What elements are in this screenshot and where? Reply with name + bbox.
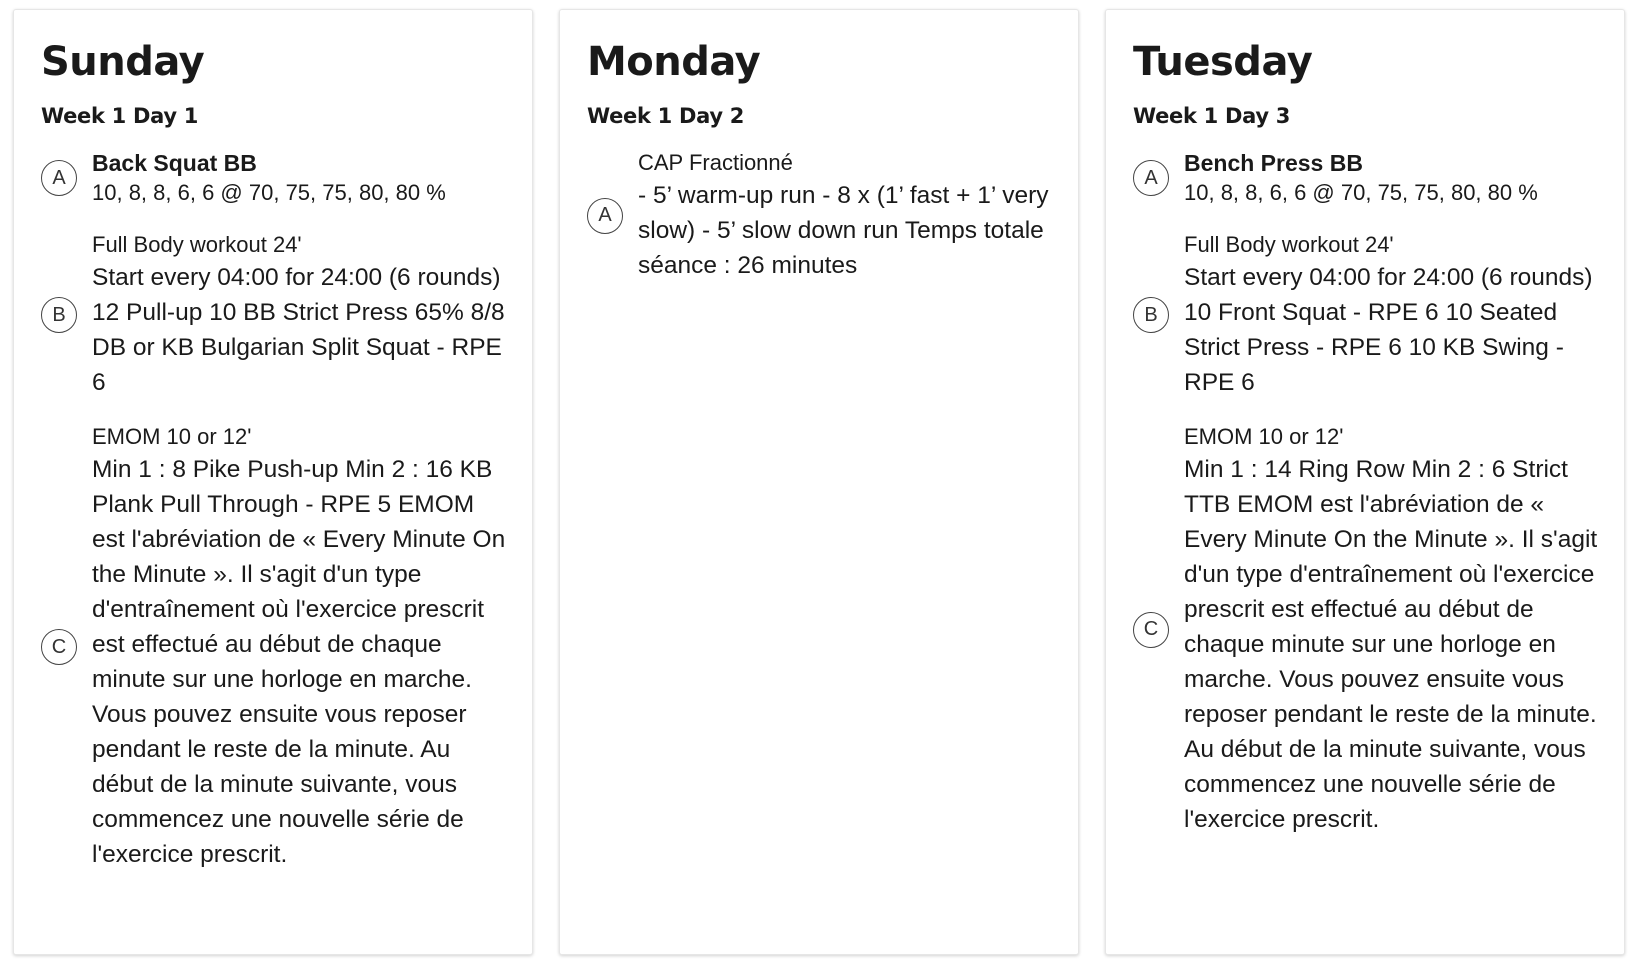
block-letter-badge: C	[1133, 612, 1169, 648]
block-a[interactable]	[41, 148, 506, 208]
block-body	[92, 148, 506, 208]
block-letter-badge: A	[1133, 160, 1169, 196]
workout-description: Min 1 : 14 Ring Row Min 2 : 6 Strict TTB EMOM est l'abréviation de « Every Minute On the Minute ». Il s'agit d'un type d'entraînement où l'exercice prescrit est effectué au début de chaque minute sur une horloge en marche. Vous pouvez ensuite vous reposer pendant le reste de la minute. Au début de la minute suivante, vous commencez une nouvelle série de l'exercice prescrit.	[1184, 456, 1598, 833]
block-b[interactable]	[41, 230, 506, 400]
day-card-monday[interactable]	[559, 9, 1079, 955]
workout-title: EMOM 10 or 12'	[92, 424, 252, 449]
day-title: Tuesday	[1133, 39, 1313, 85]
workout-title: EMOM 10 or 12'	[1184, 424, 1344, 449]
week-day-label: Week 1 Day 1	[41, 104, 199, 128]
day-card-sunday[interactable]	[13, 9, 533, 955]
block-list	[587, 148, 1052, 283]
block-body	[638, 148, 1052, 283]
exercise-name: Bench Press BB	[1184, 150, 1363, 176]
exercise-name: Back Squat BB	[92, 150, 257, 176]
day-title: Monday	[587, 39, 761, 85]
day-title: Sunday	[41, 39, 205, 85]
block-letter-badge: A	[41, 160, 77, 196]
workout-description: Min 1 : 8 Pike Push-up Min 2 : 16 KB Plank Pull Through - RPE 5 EMOM est l'abréviation de « Every Minute On the Minute ». Il s'agit d'un type d'entraînement où l'exercice prescrit est effectué au début de chaque minute sur une horloge en marche. Vous pouvez ensuite vous reposer pendant le reste de la minute. Au début de la minute suivante, vous commencez une nouvelle série de l'exercice prescrit.	[92, 456, 506, 868]
block-a[interactable]	[1133, 148, 1598, 208]
block-letter-badge: B	[41, 297, 77, 333]
block-a[interactable]	[587, 148, 1052, 283]
block-b[interactable]	[1133, 230, 1598, 400]
workout-description: - 5’ warm-up run - 8 x (1’ fast + 1’ very slow) - 5’ slow down run Temps totale séance : 26 minutes	[638, 182, 1049, 279]
block-body	[92, 422, 506, 872]
block-list	[1133, 148, 1598, 837]
day-card-tuesday[interactable]	[1105, 9, 1625, 955]
block-body	[1184, 230, 1598, 400]
block-body	[1184, 148, 1598, 208]
block-letter-badge: A	[587, 198, 623, 234]
block-list	[41, 148, 506, 872]
block-letter-badge: B	[1133, 297, 1169, 333]
block-letter-badge: C	[41, 629, 77, 665]
block-body	[92, 230, 506, 400]
workout-title: Full Body workout 24'	[92, 232, 302, 257]
block-body	[1184, 422, 1598, 837]
block-c[interactable]	[1133, 422, 1598, 837]
workout-description: Start every 04:00 for 24:00 (6 rounds) 10 Front Squat - RPE 6 10 Seated Strict Press - RPE 6 10 KB Swing - RPE 6	[1184, 264, 1593, 396]
exercise-scheme: 10, 8, 8, 6, 6 @ 70, 75, 75, 80, 80 %	[1184, 180, 1538, 205]
week-day-label: Week 1 Day 2	[587, 104, 745, 128]
workout-description: Start every 04:00 for 24:00 (6 rounds) 12 Pull-up 10 BB Strict Press 65% 8/8 DB or KB Bulgarian Split Squat - RPE 6	[92, 264, 505, 396]
block-c[interactable]	[41, 422, 506, 872]
week-day-label: Week 1 Day 3	[1133, 104, 1291, 128]
exercise-scheme: 10, 8, 8, 6, 6 @ 70, 75, 75, 80, 80 %	[92, 180, 446, 205]
workout-title: Full Body workout 24'	[1184, 232, 1394, 257]
workout-title: CAP Fractionné	[638, 150, 793, 175]
